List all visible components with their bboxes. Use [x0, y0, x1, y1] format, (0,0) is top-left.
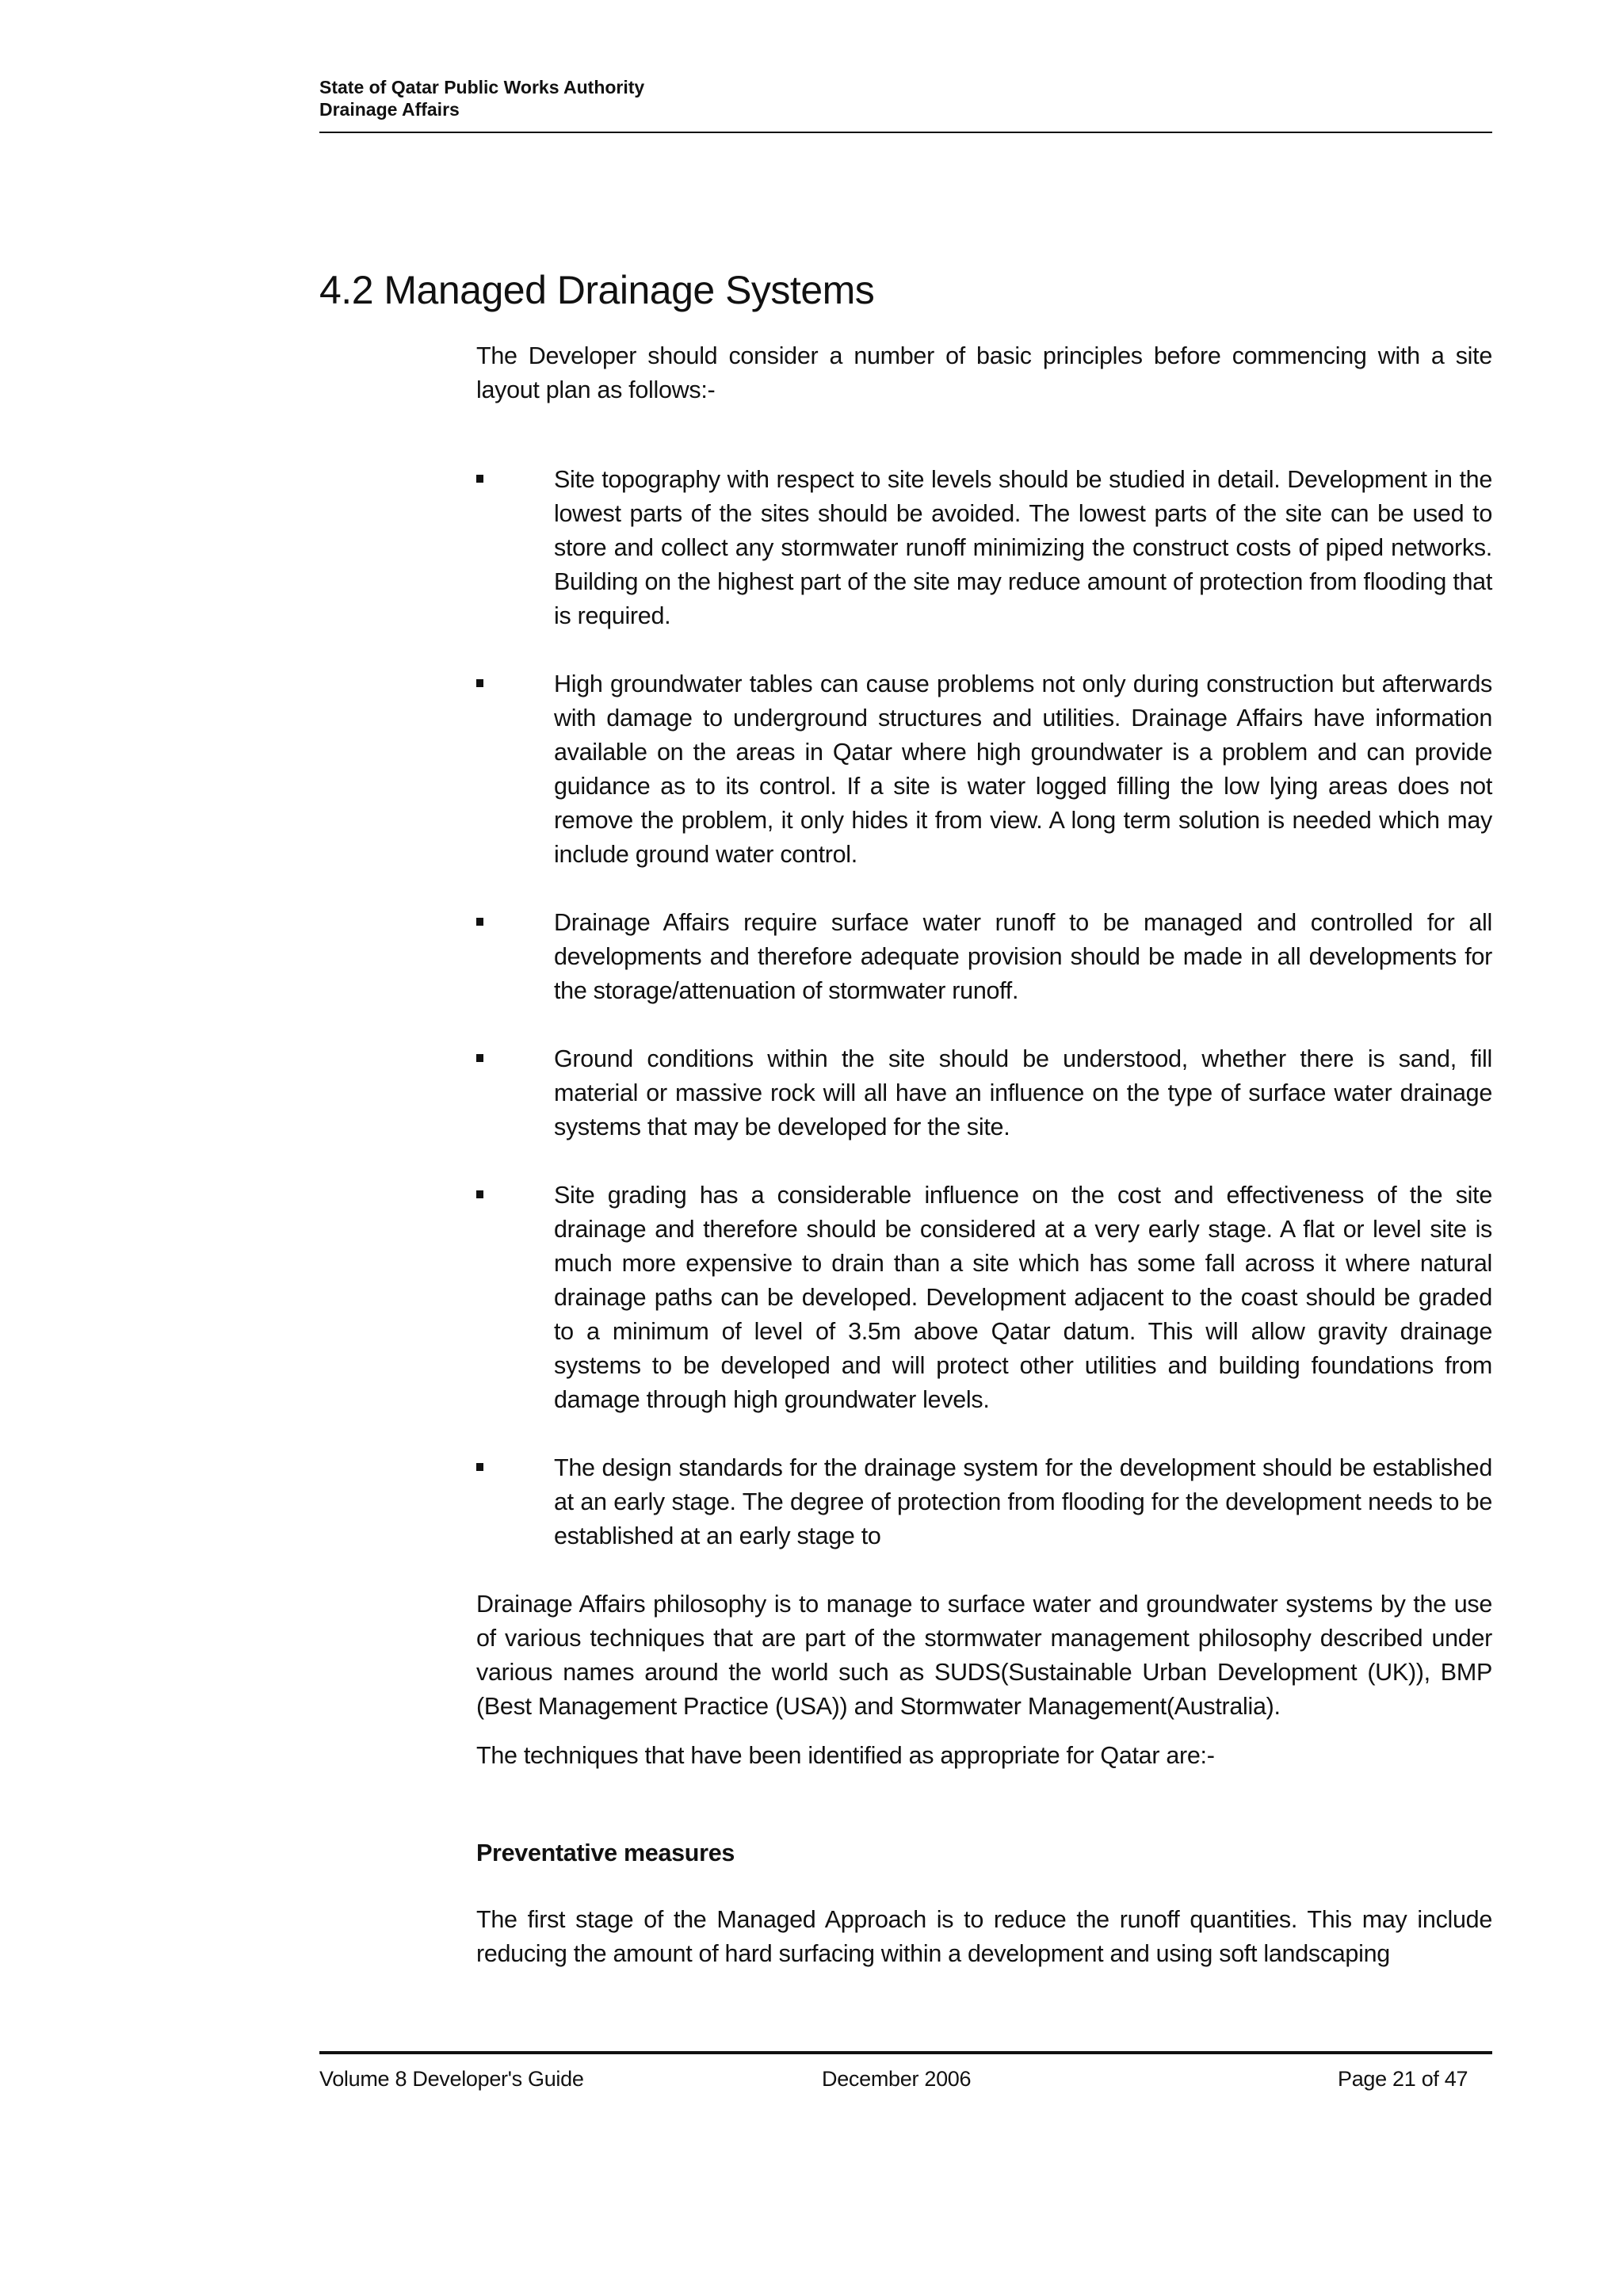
header-rule: [319, 132, 1492, 133]
list-item-text: Drainage Affairs require surface water runoff to be managed and controlled for all developments and therefore adequate provision should be made in all developments for the storage/attenuation of stormwater runoff.: [554, 909, 1492, 1004]
square-bullet-icon: [476, 1190, 483, 1198]
list-item: [476, 463, 1492, 633]
section-title: 4.2 Managed Drainage Systems: [319, 268, 875, 312]
list-item-text: Ground conditions within the site should be understood, whether there is sand, fill material or massive rock will all have an influence on the type of surface water drainage systems that may be developed for the site.: [554, 1045, 1492, 1140]
list-item-text: The design standards for the drainage system for the development should be established at an early stage. The degree of protection from flooding for the development needs to be established at an early stage to: [554, 1454, 1492, 1549]
square-bullet-icon: [476, 918, 483, 926]
section-body: [476, 339, 1492, 1971]
list-item: [476, 1451, 1492, 1553]
footer-page-number: Page 21 of 47: [1338, 2067, 1468, 2091]
list-item: [476, 1042, 1492, 1144]
philosophy-paragraph: Drainage Affairs philosophy is to manage to surface water and groundwater systems by the use of various techniques that are part of the stormwater management philosophy described under various names around the world such as SUDS(Sustainable Urban Development (UK)), BMP (Best Management Practice (USA)) and Stormwater Management(Australia).: [476, 1591, 1492, 1720]
intro-paragraph: The Developer should consider a number of basic principles before commencing with a site layout plan as follows:-: [476, 342, 1492, 403]
square-bullet-icon: [476, 475, 483, 483]
principles-list: [476, 463, 1492, 1553]
square-bullet-icon: [476, 1054, 483, 1062]
list-item-text: Site grading has a considerable influence on the cost and effectiveness of the site drainage and therefore should be considered at a very early stage. A flat or level site is much more expensive to drain than a site which has some fall across it where natural drainage paths can be developed. Development adjacent to the coast should be graded to a minimum of level of 3.5m above Qatar datum. This will allow gravity drainage systems to be developed and will protect other utilities and building foundations from damage through high groundwater levels.: [554, 1182, 1492, 1413]
square-bullet-icon: [476, 1463, 483, 1471]
list-item: [476, 1179, 1492, 1417]
list-item: [476, 667, 1492, 872]
list-item: [476, 906, 1492, 1008]
header-department: Drainage Affairs: [319, 99, 460, 120]
square-bullet-icon: [476, 679, 483, 687]
page-header: [319, 76, 1492, 120]
header-organization: State of Qatar Public Works Authority: [319, 77, 645, 97]
footer-rule: [319, 2051, 1492, 2054]
footer-date: December 2006: [822, 2067, 972, 2091]
footer-document-title: Volume 8 Developer's Guide: [319, 2067, 584, 2091]
list-item-text: Site topography with respect to site levels should be studied in detail. Development in the lowest parts of the sites should be avoided. The lowest parts of the site can be used to store and collect any stormwater runoff minimizing the construct costs of piped networks. Building on the highest part of the site may reduce amount of protection from flooding that is required.: [554, 466, 1492, 629]
techniques-intro-paragraph: The techniques that have been identified as appropriate for Qatar are:-: [476, 1742, 1215, 1769]
preventative-measures-heading: Preventative measures: [476, 1839, 735, 1866]
preventative-paragraph: The first stage of the Managed Approach is to reduce the runoff quantities. This may include reducing the amount of hard surfacing within a development and using soft landscaping: [476, 1906, 1492, 1967]
list-item-text: High groundwater tables can cause problems not only during construction but afterwards with damage to underground structures and utilities. Drainage Affairs have information available on the areas in Qatar where high groundwater is a problem and can provide guidance as to its control. If a site is water logged filling the low lying areas does not remove the problem, it only hides it from view. A long term solution is needed which may include ground water control.: [554, 670, 1492, 868]
